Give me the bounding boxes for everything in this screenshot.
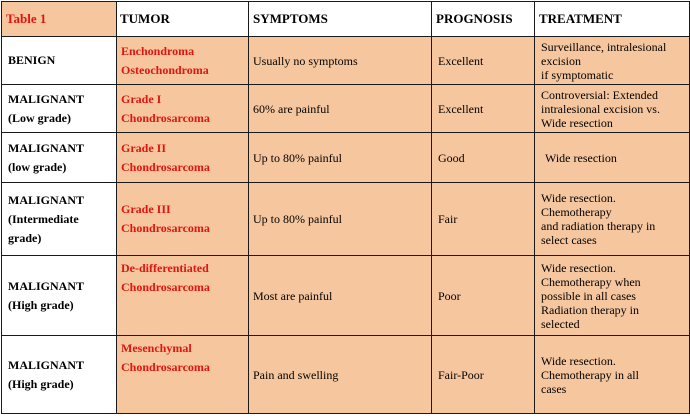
tumor-line: Chondrosarcoma [121, 110, 210, 125]
tumor-cell [117, 336, 249, 414]
category-line: (Low grade) [8, 110, 71, 125]
category-line: MALIGNANT [8, 278, 85, 293]
tumor-cell [117, 183, 249, 256]
table-row [2, 133, 690, 183]
treatment-cell [535, 183, 690, 256]
tumor-cell [117, 37, 249, 85]
symptoms-cell: Pain and swelling [249, 336, 432, 414]
prognosis-cell: Fair-Poor [432, 336, 535, 414]
prognosis-cell: Poor [432, 256, 535, 336]
tumor-column-header: TUMOR [117, 2, 249, 37]
category-line: MALIGNANT [8, 357, 85, 372]
treatment-line: Wide resection [541, 115, 613, 130]
table-row [2, 183, 690, 256]
category-line: BENIGN [8, 53, 56, 67]
treatment-line: and radiation therapy in [541, 219, 656, 233]
tumor-line: Osteochondroma [121, 62, 209, 77]
symptoms-column-header: SYMPTOMS [249, 2, 432, 37]
table-row [2, 85, 690, 133]
treatment-cell [535, 133, 690, 183]
symptoms-cell: Up to 80% painful [249, 183, 432, 256]
tumor-line: Mesenchymal [121, 341, 192, 355]
category-line: (low grade) [8, 159, 67, 174]
tumor-comparison-table [1, 1, 690, 414]
category-cell [2, 183, 117, 256]
table-row [2, 37, 690, 85]
treatment-line: excision [541, 53, 581, 68]
prognosis-cell: Fair [432, 183, 535, 256]
symptoms-cell: Most are painful [249, 256, 432, 336]
table-label: Table 1 [2, 2, 117, 37]
tumor-line: Grade I [121, 91, 162, 106]
tumor-line: Chondrosarcoma [121, 280, 210, 294]
symptoms-cell: Up to 80% painful [249, 133, 432, 183]
category-line: (Intermediate [8, 211, 79, 226]
prognosis-cell: Excellent [432, 85, 535, 133]
category-cell [2, 37, 117, 85]
treatment-line: Wide resection. [541, 260, 616, 275]
category-line: MALIGNANT [8, 140, 85, 155]
treatment-line: Chemotherapy when [541, 274, 641, 289]
treatment-cell [535, 256, 690, 336]
treatment-line: Chemotherapy [541, 205, 612, 219]
symptoms-cell: Usually no symptoms [249, 37, 432, 85]
treatment-line: Radiation therapy in [541, 302, 639, 317]
treatment-line: select cases [541, 233, 597, 247]
table-row [2, 256, 690, 336]
category-line: MALIGNANT [8, 192, 85, 207]
table-row [2, 336, 690, 414]
header-row [2, 2, 690, 37]
category-cell [2, 336, 117, 414]
treatment-line: Controversial: Extended [541, 87, 658, 102]
category-line: grade) [8, 230, 42, 245]
treatment-line: Wide resection. [541, 353, 616, 368]
prognosis-column-header: PROGNOSIS [432, 2, 535, 37]
tumor-line: Grade II [121, 140, 166, 155]
category-line: (High grade) [8, 376, 74, 391]
tumor-cell [117, 133, 249, 183]
tumor-cell [117, 256, 249, 336]
tumor-line: Grade III [121, 202, 171, 216]
prognosis-cell: Good [432, 133, 535, 183]
prognosis-cell: Excellent [432, 37, 535, 85]
category-cell [2, 85, 117, 133]
treatment-cell [535, 336, 690, 414]
category-cell [2, 256, 117, 336]
category-line: (High grade) [8, 297, 74, 312]
treatment-cell [535, 37, 690, 85]
treatment-line: Chemotherapy in all [541, 367, 639, 382]
tumor-line: Chondrosarcoma [121, 221, 210, 235]
treatment-line: possible in all cases [541, 288, 636, 303]
treatment-line: selected [541, 316, 580, 331]
tumor-cell [117, 85, 249, 133]
treatment-line: if symptomatic [541, 67, 614, 82]
treatment-line: intralesional excision vs. [541, 101, 660, 116]
treatment-column-header: TREATMENT [535, 2, 690, 37]
symptoms-cell: 60% are painful [249, 85, 432, 133]
treatment-line: Wide resection. [541, 191, 616, 205]
tumor-line: Enchondroma [121, 43, 195, 58]
category-line: MALIGNANT [8, 91, 85, 106]
tumor-line: De-differentiated [121, 261, 209, 275]
tumor-line: Chondrosarcoma [121, 360, 210, 374]
treatment-line: Surveillance, intralesional [541, 39, 667, 54]
category-cell [2, 133, 117, 183]
tumor-line: Chondrosarcoma [121, 159, 210, 174]
treatment-line: Wide resection [545, 150, 617, 165]
treatment-cell [535, 85, 690, 133]
treatment-line: cases [541, 381, 567, 396]
